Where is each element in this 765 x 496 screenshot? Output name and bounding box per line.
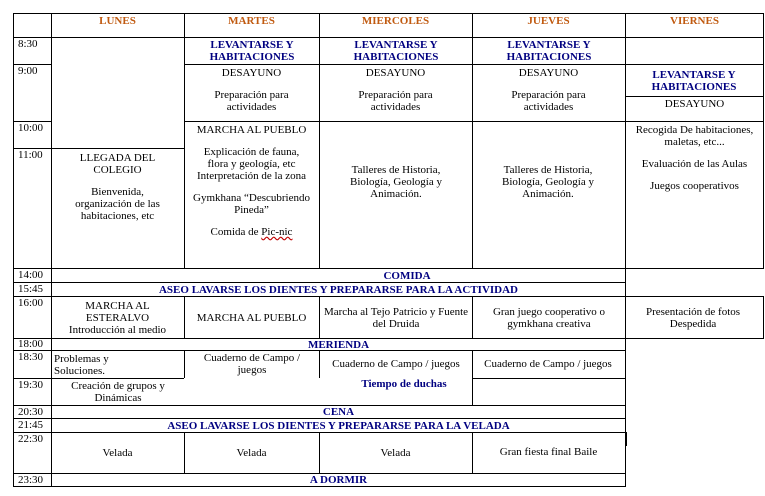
time-label: 9:00 [18,65,38,77]
cuaderno-miercoles: Cuaderno de Campo / juegos [332,358,460,370]
martes-marcha-cell [184,122,319,268]
introduccion-label: Introducción al medio [68,323,167,336]
time-label: 21:45 [18,419,44,431]
desayuno-jueves [472,65,625,121]
preparacion-label: Preparación para actividades [214,89,289,113]
time-label: 20:30 [18,405,44,418]
creacion-grupos-lunes: Creación de grupos y Dinámicas [71,379,165,404]
time-label: 19:30 [18,379,44,391]
desayuno-label: DESAYUNO [518,67,579,79]
desayuno-label: DESAYUNO [365,67,426,79]
merienda-row: MERIENDA [307,338,370,351]
picnic-word: Pic-nic [261,226,293,238]
problemas-lunes: Problemas y Soluciones. [54,352,109,377]
tejo-miercoles: Marcha al Tejo Patricio y Fuente del Druida [323,305,469,330]
juegos-cooperativos-label: Juegos cooperativos [650,180,739,192]
time-label: 23:30 [18,473,44,486]
grid-line [319,296,320,338]
cena-row: CENA [322,406,355,418]
viernes-recogida-cell [625,122,764,268]
time-label: 10:00 [18,122,44,134]
desayuno-label: DESAYUNO [221,67,282,79]
grid-line [13,486,626,487]
tiempo-duchas: Tiempo de duchas [361,378,447,390]
lunes-llegada-cell [51,150,184,268]
aseo-velada-row: ASEO LAVARSE LOS DIENTES Y PREPARARSE PARA LA VELADA [167,419,510,432]
day-header-martes: MARTES [228,14,275,27]
preparacion-label: Preparación para actividades [511,89,586,113]
gran-juego-jueves: Gran juego cooperativo o gymkhana creativa [492,305,606,330]
time-label: 11:00 [18,149,43,161]
levantarse-viernes: LEVANTARSE Y HABITACIONES [651,68,737,93]
desayuno-viernes: DESAYUNO [664,98,725,110]
time-label: 18:00 [18,338,44,350]
grid-line [472,13,473,268]
time-label: 18:30 [18,351,44,363]
presentacion-viernes: Presentación de fotos Despedida [645,305,741,330]
velada-martes: Velada [236,447,267,459]
gymkhana-label: Gymkhana “Descubriendo Pineda” [193,192,310,216]
grid-line [472,350,473,378]
time-label: 15:45 [18,283,44,295]
grid-line [319,13,320,268]
comida-picnic-label: Comida de Pic-nic [210,226,293,238]
comida-row: COMIDA [383,269,431,282]
levantarse-jueves: LEVANTARSE Y HABITACIONES [506,39,592,63]
recogida-label: Recogida De habitaciones, maletas, etc... [635,124,754,148]
grid-line [626,432,627,446]
cuaderno-martes: Cuaderno de Campo / juegos [203,352,301,376]
aseo-actividad-row: ASEO LAVARSE LOS DIENTES Y PREPARARSE PARA LA ACTIVIDAD [158,283,518,296]
explicacion-label: Explicación de fauna, flora y geología, etc Interpretación de la zona [196,146,307,182]
marcha-pueblo-label: MARCHA AL PUEBLO [196,124,307,136]
esteralvo-lunes [51,297,184,338]
evaluacion-label: Evaluación de las Aulas [641,158,748,170]
day-header-jueves: JUEVES [527,14,570,27]
levantarse-miercoles: LEVANTARSE Y HABITACIONES [353,39,439,63]
fiesta-final-jueves: Gran fiesta final Baile [499,446,598,458]
time-label: 16:00 [18,297,44,309]
dormir-row: A DORMIR [309,474,368,486]
esteralvo-label: MARCHA AL ESTERALVO [85,299,150,324]
grid-line [319,350,320,378]
time-label: 22:30 [18,433,44,445]
grid-line [184,350,185,378]
desayuno-martes [184,65,319,121]
talleres-miercoles: Talleres de Historia, Biología, Geología y Animación. [350,164,442,200]
time-label: 8:30 [18,38,38,50]
grid-line [472,296,473,338]
desayuno-miercoles [319,65,472,121]
velada-lunes: Velada [102,447,133,459]
time-label: 14:00 [18,269,44,281]
cuaderno-jueves: Cuaderno de Campo / juegos [484,358,612,370]
velada-miercoles: Velada [380,447,411,459]
levantarse-martes: LEVANTARSE Y HABITACIONES [209,39,295,63]
talleres-jueves: Talleres de Historia, Biología, Geología y Animación. [502,164,594,200]
day-header-viernes: VIERNES [670,14,719,27]
llegada-label: LLEGADA DEL COLEGIO [79,152,156,176]
preparacion-label: Preparación para actividades [358,89,433,113]
day-header-miercoles: MIERCOLES [361,14,430,27]
grid-line [763,296,764,338]
day-header-lunes: LUNES [99,14,136,27]
bienvenida-label: Bienvenida, organización de las habitaciones, etc [75,186,160,222]
marcha-pueblo-martes-tarde: MARCHA AL PUEBLO [196,311,307,324]
